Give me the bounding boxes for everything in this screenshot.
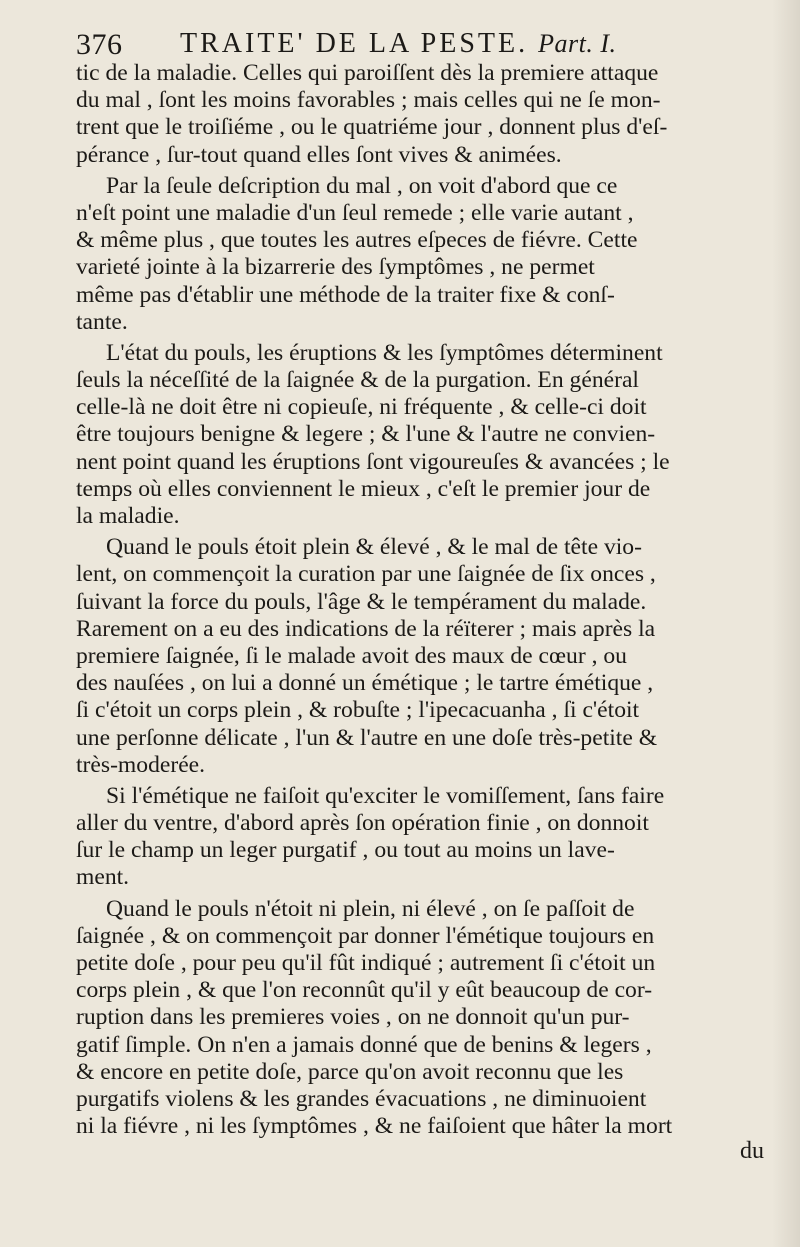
text-line: aller du ventre, d'abord après ſon opération finie , on donnoit bbox=[76, 810, 649, 837]
text-line: pérance , ſur-tout quand elles ſont vives & animées. bbox=[76, 141, 562, 168]
page-edge-shadow bbox=[772, 0, 800, 1247]
text-line: Si l'émétique ne faiſoit qu'exciter le vomiſſement, ſans faire bbox=[106, 782, 665, 809]
text-line: n'eſt point une maladie d'un ſeul remede ; elle varie autant , bbox=[76, 199, 634, 226]
page-header bbox=[76, 26, 766, 60]
text-line: L'état du pouls, les éruptions & les ſymptômes déterminent bbox=[106, 339, 663, 366]
text-line: & encore en petite doſe, parce qu'on avoit reconnu que les bbox=[76, 1058, 624, 1085]
text-line: gatif ſimple. On n'en a jamais donné que de benins & legers , bbox=[76, 1031, 652, 1058]
text-line: & même plus , que toutes les autres eſpeces de fiévre. Cette bbox=[76, 227, 638, 254]
text-line: Rarement on a eu des indications de la réïterer ; mais après la bbox=[76, 615, 656, 642]
text-line: même pas d'établir une méthode de la traiter fixe & conſ- bbox=[76, 281, 615, 308]
text-line: ruption dans les premieres voies , on ne donnoit qu'un pur- bbox=[76, 1004, 630, 1031]
text-line: petite doſe , pour peu qu'il fût indiqué ; autrement ſi c'étoit un bbox=[76, 950, 656, 976]
running-title bbox=[180, 28, 617, 60]
paragraph bbox=[76, 173, 766, 336]
text-line: varieté jointe à la bizarrerie des ſymptômes , ne permet bbox=[76, 254, 595, 281]
text-line: trent que le troiſiéme , ou le quatriéme jour , donnent plus d'eſ- bbox=[76, 114, 668, 141]
text-line: Par la ſeule deſcription du mal , on voit d'abord que ce bbox=[106, 172, 618, 199]
text-line: des nauſées , on lui a donné un émétique ; le tartre émétique , bbox=[76, 670, 654, 697]
text-line: Quand le pouls n'étoit ni plein, ni élevé , on ſe paſſoit de bbox=[106, 895, 635, 922]
body-text bbox=[76, 60, 766, 1144]
text-line: Quand le pouls étoit plein & élevé , & le mal de tête vio- bbox=[106, 534, 642, 561]
text-line: ſur le champ un leger purgatif , ou tout au moins un lave- bbox=[76, 837, 615, 864]
text-line: corps plein , & que l'on reconnût qu'il y eût beaucoup de cor- bbox=[76, 977, 653, 1004]
text-line: ment. bbox=[76, 864, 130, 891]
text-line: tante. bbox=[76, 308, 128, 335]
paragraph bbox=[76, 340, 766, 530]
paragraph bbox=[76, 60, 766, 169]
text-line: purgatifs violens & les grandes évacuations , ne diminuoient bbox=[76, 1085, 647, 1112]
page-number: 376 bbox=[76, 28, 123, 61]
text-line: premiere ſaignée, ſi le malade avoit des maux de cœur , ou bbox=[76, 642, 627, 669]
text-line: ſi c'étoit un corps plein , & robuſte ; l'ipecacuanha , ſi c'étoit bbox=[76, 697, 640, 724]
text-line: ſeuls la néceſſité de la ſaignée & de la purgation. En général bbox=[76, 367, 639, 394]
text-line: celle-là ne doit être ni copieuſe, ni fréquente , & celle-ci doit bbox=[76, 394, 647, 421]
text-line: nent point quand les éruptions ſont vigoureuſes & avancées ; le bbox=[76, 448, 670, 475]
running-title-part: Part. I. bbox=[538, 29, 617, 58]
text-line: temps où elles conviennent le mieux , c'eſt le premier jour de bbox=[76, 475, 651, 502]
paragraph bbox=[76, 896, 766, 1141]
running-title-text: TRAITE' DE LA PESTE. bbox=[180, 28, 529, 59]
text-line: lent, on commençoit la curation par une ſaignée de ſix onces , bbox=[76, 561, 656, 588]
paragraph bbox=[76, 534, 766, 779]
paragraph bbox=[76, 783, 766, 892]
text-line: être toujours benigne & legere ; & l'une & l'autre ne convien- bbox=[76, 421, 656, 448]
text-line: ſaignée , & on commençoit par donner l'émétique toujours en bbox=[76, 922, 655, 949]
text-line: la maladie. bbox=[76, 503, 180, 529]
text-line: une perſonne délicate , l'un & l'autre en une doſe très-petite & bbox=[76, 724, 658, 751]
text-line: ni la fiévre , ni les ſymptômes , & ne faiſoient que hâter la mort bbox=[76, 1113, 673, 1140]
text-line: tic de la maladie. Celles qui paroiſſent dès la premiere attaque bbox=[76, 60, 659, 86]
text-line: ſuivant la force du pouls, l'âge & le tempérament du malade. bbox=[76, 588, 647, 615]
text-line: du mal , ſont les moins favorables ; mais celles qui ne ſe mon- bbox=[76, 87, 661, 114]
text-line: très-moderée. bbox=[76, 751, 206, 778]
catchword: du bbox=[740, 1138, 764, 1164]
